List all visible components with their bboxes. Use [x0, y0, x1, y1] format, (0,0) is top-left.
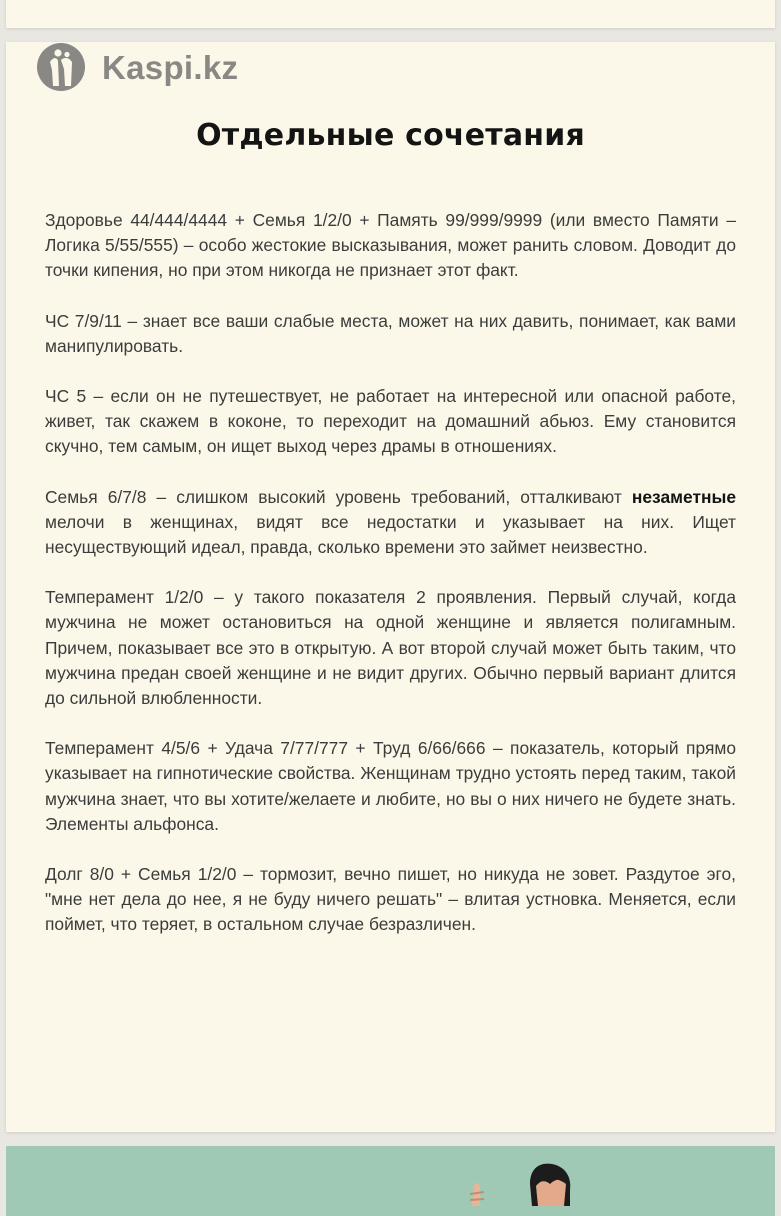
next-page-preview [6, 1146, 775, 1216]
paragraph: Темперамент 1/2/0 – у такого показателя 2 проявления. Первый случай, когда мужчина не может остановиться на одной женщине и является полигамным. Причем, показывает все это в открытую. А вот второй случай может быть таким, что мужчина предан своей женщине и не видит других. Обычно первый вариант длится до сильной влюбленности. [45, 587, 736, 709]
kaspi-logo-icon [36, 42, 86, 92]
kaspi-logo [36, 42, 238, 92]
brand-name: Kaspi.kz [102, 49, 239, 86]
page-title: Отдельные сочетания [196, 118, 585, 153]
paragraph [45, 485, 736, 561]
paragraph: ЧС 5 – если он не путешествует, не работает на интересной или опасной работе, живет, так скажем в коконе, то переходит на домашний абьюз. Ему становится скучно, тем самым, он ищет выход через драмы в отношениях. [45, 386, 736, 457]
document-page [6, 42, 775, 1132]
paragraph-text: мелочи в женщинах, видят все недостатки и указывает на них. Ищет несуществующий идеал, правда, сколько времени это займет неизвестно. [45, 511, 736, 558]
paragraph: Темперамент 4/5/6 + Удача 7/77/777 + Труд 6/66/666 – показатель, который прямо указывает на гипнотические свойства. Женщинам трудно устоять перед таким, такой мужчина знает, что вы хотите/желаете и любите, но вы о них ничего не будете знать. Элементы альфонса. [45, 738, 736, 834]
bold-word: незаметные [631, 486, 736, 507]
paragraph: Долг 8/0 + Семья 1/2/0 – тормозит, вечно пишет, но никуда не зовет. Раздутое эго, "мне нет дела до нее, я не буду ничего решать" – влитая устновка. Меняется, если поймет, что теряет, в остальном случае безразличен. [45, 864, 736, 935]
paragraph: ЧС 7/9/11 – знает все ваши слабые места, может на них давить, понимает, как вами манипулировать. [45, 310, 736, 356]
article-body [45, 208, 736, 963]
person-illustration-icon [446, 1146, 606, 1206]
paragraph-text: Семья 6/7/8 – слишком высокий уровень требований, отталкивают [45, 486, 632, 507]
previous-page-edge [6, 0, 775, 28]
paragraph: Здоровье 44/444/4444 + Семья 1/2/0 + Память 99/999/9999 (или вместо Памяти – Логика 5/55/555) – особо жестокие высказывания, может ранить словом. Доводит до точки кипения, но при этом никогда не признает этот факт. [45, 210, 736, 281]
